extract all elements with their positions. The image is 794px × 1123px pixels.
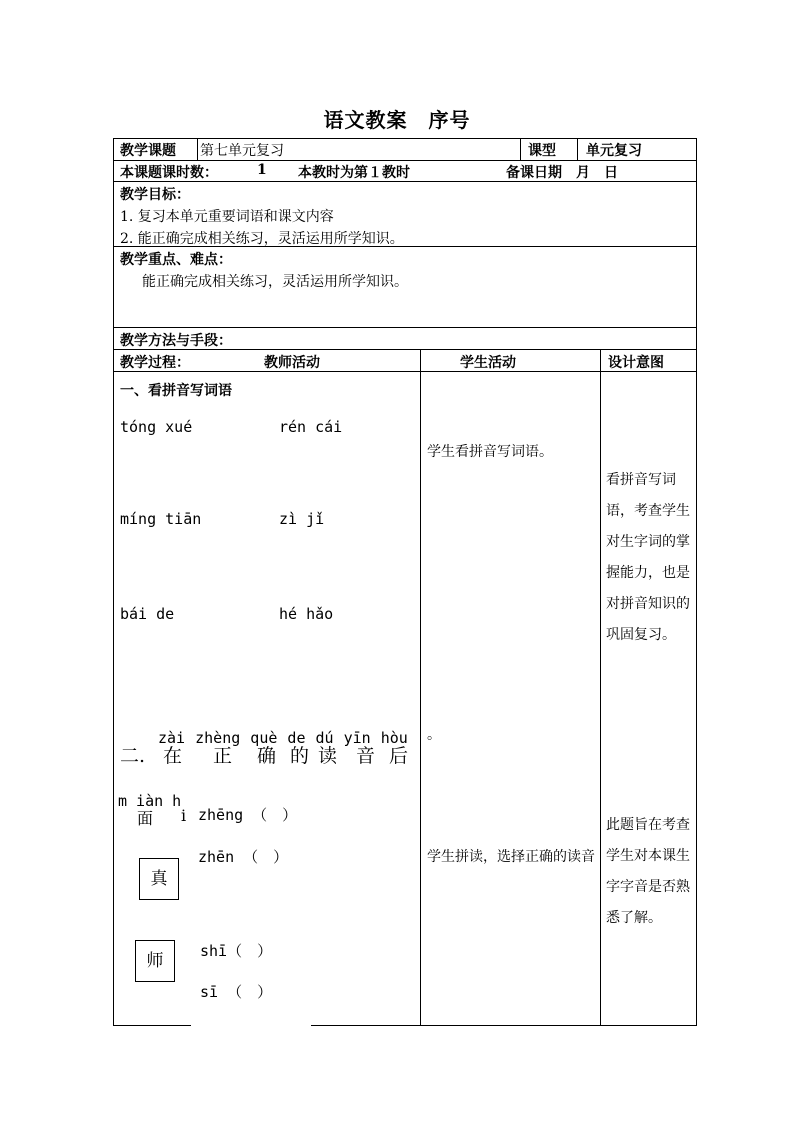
option-item: zhēn （ ） — [198, 848, 289, 866]
option-item: sī （ ） — [200, 983, 273, 1001]
pinyin-item: rén cái — [279, 418, 343, 436]
hours-label: 本课题课时数： — [120, 165, 218, 181]
pinyin-item: míng tiān — [120, 510, 202, 528]
section2-char-i: i — [181, 806, 187, 825]
lesson-value: 第七单元复习 — [200, 143, 284, 159]
prep-date: 备课日期 月 日 — [506, 165, 618, 181]
section2-char: 确 — [257, 745, 277, 767]
option-item: zhēng （ ） — [198, 806, 298, 824]
section2-pinyin-2: m iàn h — [118, 792, 182, 810]
section2-char: 音 — [356, 745, 376, 767]
section2-char: 读 — [318, 745, 338, 767]
lesson-label: 教学课题 — [120, 143, 176, 159]
section1-heading: 一、看拼音写词语 — [120, 383, 232, 399]
methods-label: 教学方法与手段： — [120, 333, 232, 349]
pinyin-item: hé hǎo — [279, 605, 334, 623]
page-title: 语文教案 序号 — [323, 108, 471, 132]
section2-pinyin: zài zhèng què de dú yīn hòu — [158, 729, 408, 747]
intent-header: 设计意图 — [608, 355, 664, 371]
student-header: 学生活动 — [460, 355, 516, 371]
section2-number: 二. — [120, 745, 146, 767]
section2-char: 正 — [213, 745, 233, 767]
section2-char: 在 — [163, 745, 183, 767]
section2-char: 的 — [290, 745, 310, 767]
char-box: 师 — [135, 940, 175, 982]
keypoints-label: 教学重点、难点： — [120, 252, 232, 268]
section2-intent: 此题旨在考查学生对本课生字字音是否熟悉了解。 — [606, 817, 690, 926]
hours-value: 1 — [257, 162, 267, 178]
goals-label: 教学目标： — [120, 187, 190, 203]
keypoints-text: 能正确完成相关练习，灵活运用所学知识。 — [142, 274, 408, 290]
section2-student: 学生拼读，选择正确的读音 — [427, 849, 595, 865]
section2-char-mian: 面 — [137, 809, 154, 828]
pinyin-item: zì jǐ — [279, 510, 325, 528]
section2-dot: 。 — [427, 727, 441, 743]
goal-item: 2. 能正确完成相关练习，灵活运用所学知识。 — [120, 231, 404, 247]
teacher-header: 教师活动 — [264, 355, 320, 371]
section1-intent: 看拼音写词语，考查学生对生字词的掌握能力，也是对拼音知识的巩固复习。 — [606, 472, 690, 643]
char-box: 真 — [139, 858, 179, 900]
current-hour: 本教时为第１教时 — [298, 165, 410, 181]
goal-item: 1. 复习本单元重要词语和课文内容 — [120, 209, 334, 225]
section1-student: 学生看拼音写词语。 — [427, 444, 553, 460]
option-item: shī（ ） — [200, 942, 273, 960]
pinyin-item: bái de — [120, 605, 175, 623]
section2-char: 后 — [389, 745, 409, 767]
process-label: 教学过程： — [120, 355, 190, 371]
pinyin-item: tóng xué — [120, 418, 193, 436]
type-label: 课型 — [528, 143, 556, 159]
type-value: 单元复习 — [586, 143, 642, 159]
